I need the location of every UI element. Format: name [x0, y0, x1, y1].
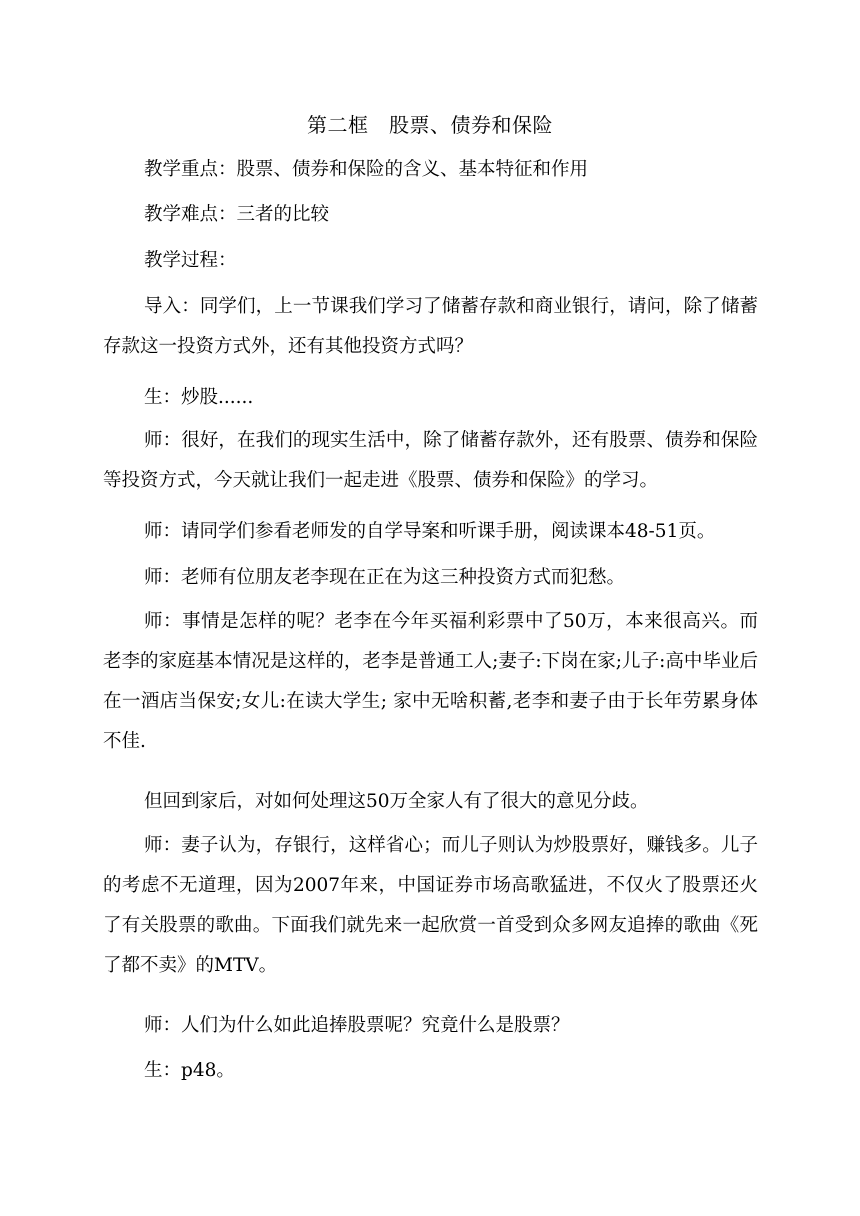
paragraph-teacher-3: 师：老师有位朋友老李现在正在为这三种投资方式而犯愁。: [144, 567, 626, 588]
paragraph-student-answer-1: 生：炒股......: [144, 387, 254, 408]
paragraph-teacher-5: 师：妻子认为，存银行，这样省心；而儿子则认为炒股票好，赚钱多。儿子的考虑不无道理，因为2007年来，中国证券市场高歌猛进，不仅火了股票还火了有关股票的歌曲。下面我们就先来一起欣赏一首受到众多网友追捧的歌曲《死了都不卖》的MTV。: [103, 835, 758, 976]
paragraph-teaching-process: 教学过程：: [144, 250, 237, 271]
paragraph-teacher-1: 师：很好，在我们的现实生活中，除了储蓄存款外，还有股票、债券和保险等投资方式，今天就让我们一起走进《股票、债券和保险》的学习。: [103, 430, 758, 491]
paragraph-teacher-6: 师：人们为什么如此追捧股票呢？究竟什么是股票？: [144, 1015, 570, 1036]
paragraph-introduction: 导入：同学们，上一节课我们学习了储蓄存款和商业银行，请问，除了储蓄存款这一投资方式外，还有其他投资方式吗？: [103, 296, 758, 357]
paragraph-teaching-difficulty: 教学难点：三者的比较: [144, 204, 330, 225]
paragraph-teaching-focus: 教学重点：股票、债券和保险的含义、基本特征和作用: [144, 159, 589, 180]
paragraph-student-answer-2: 生：p48。: [144, 1060, 235, 1081]
document-title: 第二框 股票、债券和保险: [307, 113, 553, 137]
paragraph-teacher-4: 师：事情是怎样的呢？老李在今年买福利彩票中了50万，本来很高兴。而老李的家庭基本情况是这样的，老李是普通工人;妻子:下岗在家;儿子:高中毕业后在一酒店当保安;女儿:在读大学生; 家中无啥积蓄,老李和妻子由于长年劳累身体不佳.: [103, 611, 758, 752]
paragraph-narration: 但回到家后，对如何处理这50万全家人有了很大的意见分歧。: [144, 791, 649, 812]
paragraph-teacher-2: 师：请同学们参看老师发的自学导案和听课手册，阅读课本48-51页。: [144, 521, 716, 542]
